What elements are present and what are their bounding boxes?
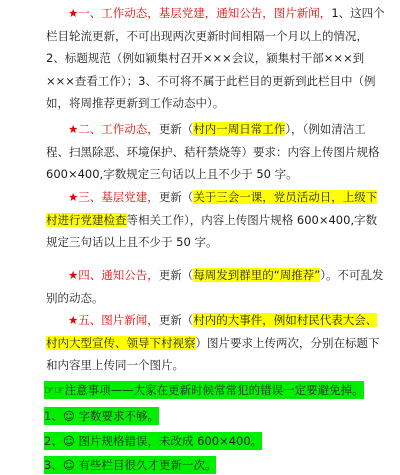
- section-3-title: ★三、基层党建，: [68, 190, 159, 204]
- section-2-title: ★二、工作动态，: [68, 122, 159, 136]
- section-3-highlight: 关于三会一课，党员活动日，上级下村进行党建检查: [46, 190, 378, 227]
- note-item-3: 3、☺ 有些栏目很久才更新一次。: [44, 458, 217, 472]
- section-2-body: ），（例如清洁工程、扫黑除恶、环境保护、秸秆禁烧等）要求：内容上传图片规格 600×400,字数规定三句话以上且不少于 50 字。: [46, 122, 380, 181]
- section-3-paragraph: [46, 186, 386, 254]
- section-4-body: ）。不可乱发别的动态。: [46, 268, 384, 305]
- section-5-title: ★五、图片新闻，: [68, 313, 159, 327]
- section-5-highlight: 村内的大事件，例如村民代表大会、村内大型宣传、领导下村视察: [46, 313, 378, 350]
- section-4-highlight: 每周发到群里的“周推荐”: [193, 268, 321, 282]
- section-4-title: ★四、通知公告，: [68, 268, 159, 282]
- notes-heading: ☞☞注意事项——大家在更新时候常常犯的错误一定要避免掉。: [44, 383, 364, 397]
- section-3-pre: 更新（: [158, 190, 194, 204]
- section-5-pre: 更新（: [158, 313, 194, 327]
- section-2-pre: 更新（: [158, 122, 194, 136]
- section-5-paragraph: [46, 309, 386, 377]
- section-5-body: ）图片要求上传两次，分别在标题下和内容里上传同一个图片。: [46, 335, 380, 372]
- section-4-pre: 更新（: [158, 268, 194, 282]
- section-1-body: 1、这四个栏目轮流更新，不可出现两次更新时间相隔一个月以上的情况，2、标题规范（例如颍集村召开×××会议，颍集村干部×××到×××查看工作）；3、不可将不属于此栏目的更新到此栏目中（例如，将周推荐更新到工作动态中）。: [46, 6, 385, 110]
- note-item-2: 2、☺ 图片规格错误，未改成 600×400。: [44, 434, 263, 448]
- section-2-highlight: 村内一周日常工作: [193, 122, 286, 136]
- note-item-1: 1、☺ 字数要求不够。: [44, 409, 159, 423]
- section-4-paragraph: [46, 264, 386, 309]
- section-3-body: 等相关工作），内容上传图片规格 600×400,字数规定三句话以上且不少于 50 字。: [46, 212, 378, 249]
- section-1-paragraph: [46, 2, 386, 115]
- section-1-title: ★一、工作动态，基层党建，通知公告，图片新闻，: [68, 6, 332, 20]
- section-2-paragraph: [46, 118, 386, 186]
